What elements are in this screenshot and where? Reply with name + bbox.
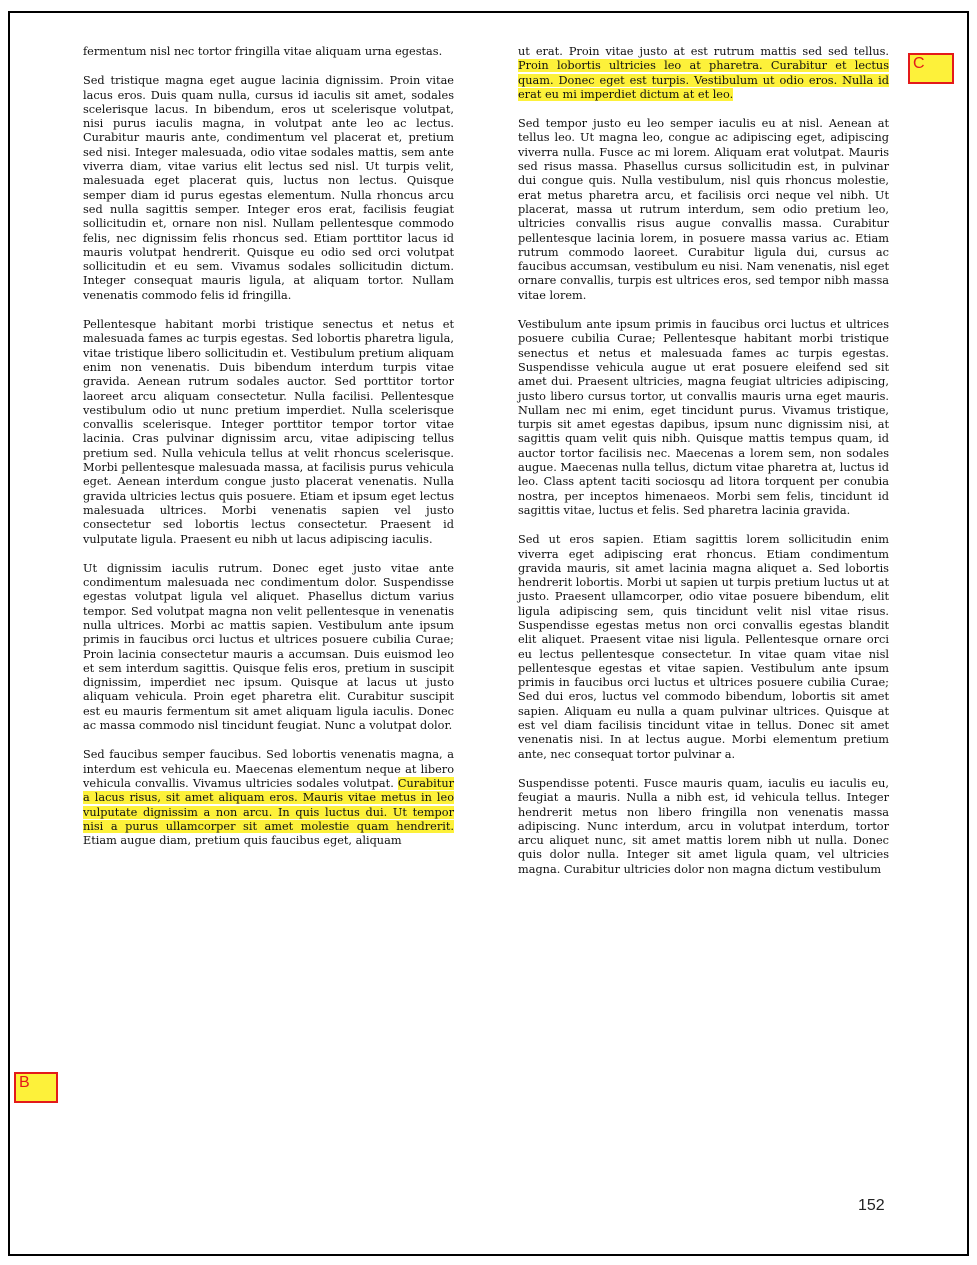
paragraph <box>518 45 889 102</box>
paragraph-text: Sed faucibus semper faucibus. Sed lobortis venenatis magna, a interdum est vehicula eu. Maecenas elementum neque at libero vehicula convallis. Vivamus ultricies sodales volutpat. <box>83 748 454 790</box>
highlighted-passage-b: Curabitur a lacus risus, sit amet aliquam eros. Mauris vitae metus in leo vulputate dignissim a non arcu. In quis luctus dui. Ut tempor nisi a purus ullamcorper sit amet molestie quam hendrerit. <box>83 776 454 833</box>
highlighted-passage-c: Proin lobortis ultricies leo at pharetra. Curabitur et lectus quam. Donec eget est turpis. Vestibulum ut odio eros. Nulla id erat eu mi imperdiet dictum at et leo. <box>518 59 889 101</box>
right-text-column <box>518 45 889 892</box>
annotation-marker-c: C <box>908 53 954 84</box>
paragraph: Sed ut eros sapien. Etiam sagittis lorem sollicitudin enim viverra eget adipiscing erat rhoncus. Etiam condimentum gravida mauris, sit amet lacinia magna aliquet a. Sed lobortis hendrerit lobortis. Morbi ut sapien ut turpis pretium luctus ut at justo. Praesent ullamcorper, odio vitae posuere bibendum, elit ligula adipiscing sem, quis tincidunt velit nisl vitae risus. Suspendisse egestas metus non orci convallis egestas blandit elit aliquet. Praesent vitae nisi ligula. Pellentesque ornare orci eu lectus pellentesque consectetur. In vitae quam vitae nisl pellentesque egestas et vitae sapien. Vestibulum ante ipsum primis in faucibus orci luctus et ultrices posuere cubilia Curae; Sed dui eros, luctus vel commodo bibendum, lobortis sit amet sapien. Aliquam eu nulla a quam pulvinar ultrices. Quisque at est vel diam facilisis tincidunt vitae in tellus. Donec sit amet venenatis nisi. In at lectus augue. Morbi elementum pretium ante, nec consequat tortor pulvinar a. <box>518 533 889 761</box>
paragraph: Ut dignissim iaculis rutrum. Donec eget justo vitae ante condimentum malesuada nec condimentum dolor. Suspendisse egestas volutpat ligula vel aliquet. Phasellus dictum varius tempor. Sed volutpat magna non velit pellentesque in venenatis nulla ultrices. Morbi ac mattis sapien. Vestibulum ante ipsum primis in faucibus orci luctus et ultrices posuere cubilia Curae; Proin lacinia consectetur mauris a accumsan. Duis euismod leo et sem interdum sagittis. Quisque felis eros, pretium in suscipit dignissim, imperdiet nec ipsum. Quisque at lacus ut justo aliquam vehicula. Proin eget pharetra elit. Curabitur suscipit est eu mauris fermentum sit amet aliquam ligula iaculis. Donec ac massa commodo nisl tincidunt feugiat. Nunc a volutpat dolor. <box>83 561 454 733</box>
paragraph: Pellentesque habitant morbi tristique senectus et netus et malesuada fames ac turpis egestas. Sed lobortis pharetra ligula, vitae tristique libero sollicitudin et. Vestibulum pretium aliquam enim non venenatis. Duis bibendum interdum turpis vitae gravida. Aenean rutrum sodales auctor. Sed porttitor tortor laoreet arcu aliquam consectetur. Nulla facilisi. Pellentesque vestibulum odio ut nunc pretium imperdiet. Nulla scelerisque convallis scelerisque. Integer porttitor tempor tortor vitae lacinia. Cras pulvinar dignissim arcu, vitae adipiscing tellus pretium sed. Nulla vehicula tellus at velit rhoncus scelerisque. Morbi pellentesque malesuada massa, at facilisis purus vehicula eget. Aenean interdum congue justo placerat venenatis. Nulla gravida ultricies lectus quis posuere. Etiam et ipsum eget lectus malesuada ultrices. Morbi venenatis sapien vel justo consectetur sed lobortis lectus consectetur. Praesent id vulputate ligula. Praesent eu nibh ut lacus adipiscing iaculis. <box>83 318 454 546</box>
page-number: 152 <box>858 1197 885 1214</box>
paragraph: Suspendisse potenti. Fusce mauris quam, iaculis eu iaculis eu, feugiat a mauris. Nulla a nibh est, id vehicula tellus. Integer hendrerit metus non libero fringilla non venenatis massa adipiscing. Nunc interdum, arcu in volutpat interdum, tortor arcu aliquet nunc, sit amet mattis lorem nibh ut nulla. Donec quis dolor nulla. Integer sit amet ligula quam, vel ultricies magna. Curabitur ultricies dolor non magna dictum vestibulum <box>518 776 889 876</box>
paragraph: Sed tempor justo eu leo semper iaculis eu at nisl. Aenean at tellus leo. Ut magna leo, congue ac adipiscing eget, adipiscing viverra nulla. Fusce ac mi lorem. Aliquam erat volutpat. Mauris sed risus massa. Phasellus cursus sollicitudin est, in pulvinar dui congue quis. Nulla vestibulum, nisl quis rhoncus molestie, erat metus pharetra arcu, et facilisis orci neque vel nibh. Ut placerat, massa ut rutrum interdum, sem odio pretium leo, ultricies convallis risus augue convallis massa. Curabitur pellentesque lacinia lorem, in posuere massa varius ac. Etiam rutrum commodo laoreet. Curabitur ligula dui, cursus ac faucibus accumsan, vestibulum eu nisi. Nam venenatis, nisl eget ornare convallis, turpis est ultrices eros, sed tempor nibh massa vitae lorem. <box>518 117 889 302</box>
paragraph: fermentum nisl nec tortor fringilla vitae aliquam urna egestas. <box>83 45 443 58</box>
annotation-marker-b: B <box>14 1072 58 1103</box>
left-text-column <box>83 45 454 863</box>
paragraph-text: ut erat. Proin vitae justo at est rutrum mattis sed sed tellus. <box>518 45 889 58</box>
paragraph: Sed tristique magna eget augue lacinia dignissim. Proin vitae lacus eros. Duis quam nulla, cursus id iaculis sit amet, sodales scelerisque lacus. In bibendum, eros ut scelerisque volutpat, nisi purus iaculis magna, in volutpat ante leo ac lectus. Curabitur mauris ante, condimentum vel placerat et, pretium sed nisi. Integer malesuada, odio vitae sodales mattis, sem ante viverra diam, vitae varius elit lectus sed nisl. Ut turpis velit, malesuada eget placerat quis, luctus non lectus. Quisque semper diam id purus egestas elementum. Nulla rhoncus arcu sed nulla sagittis semper. Integer eros erat, facilisis feugiat sollicitudin et, ornare non nisl. Nullam pellentesque commodo felis, nec dignissim felis rhoncus sed. Etiam porttitor lacus id mauris volutpat hendrerit. Quisque eu odio sed orci volutpat sollicitudin et eu sem. Vivamus sodales sollicitudin dictum. Integer consequat mauris ligula, at aliquam tortor. Nullam venenatis commodo felis id fringilla. <box>83 74 454 302</box>
paragraph <box>83 748 454 848</box>
paragraph: Vestibulum ante ipsum primis in faucibus orci luctus et ultrices posuere cubilia Curae; Pellentesque habitant morbi tristique senectus et netus et malesuada fames ac turpis egestas. Suspendisse vehicula augue ut erat posuere eleifend sed sit amet dui. Praesent ultricies, magna feugiat ultricies adipiscing, justo libero cursus tortor, ut convallis mauris urna eget mauris. Nullam nec mi enim, eget tincidunt purus. Vivamus tristique, turpis sit amet egestas dapibus, ipsum nunc dignissim nisi, at sagittis quam velit quis nibh. Quisque mattis tempus quam, id auctor tortor facilisis nec. Maecenas a lorem sem, non sodales augue. Maecenas nulla tellus, dictum vitae pharetra at, luctus id leo. Class aptent taciti sociosqu ad litora torquent per conubia nostra, per inceptos himenaeos. Morbi sem felis, tincidunt id sagittis vitae, luctus et felis. Sed pharetra lacinia gravida. <box>518 318 889 517</box>
paragraph-text: Etiam augue diam, pretium quis faucibus eget, aliquam <box>83 834 402 848</box>
